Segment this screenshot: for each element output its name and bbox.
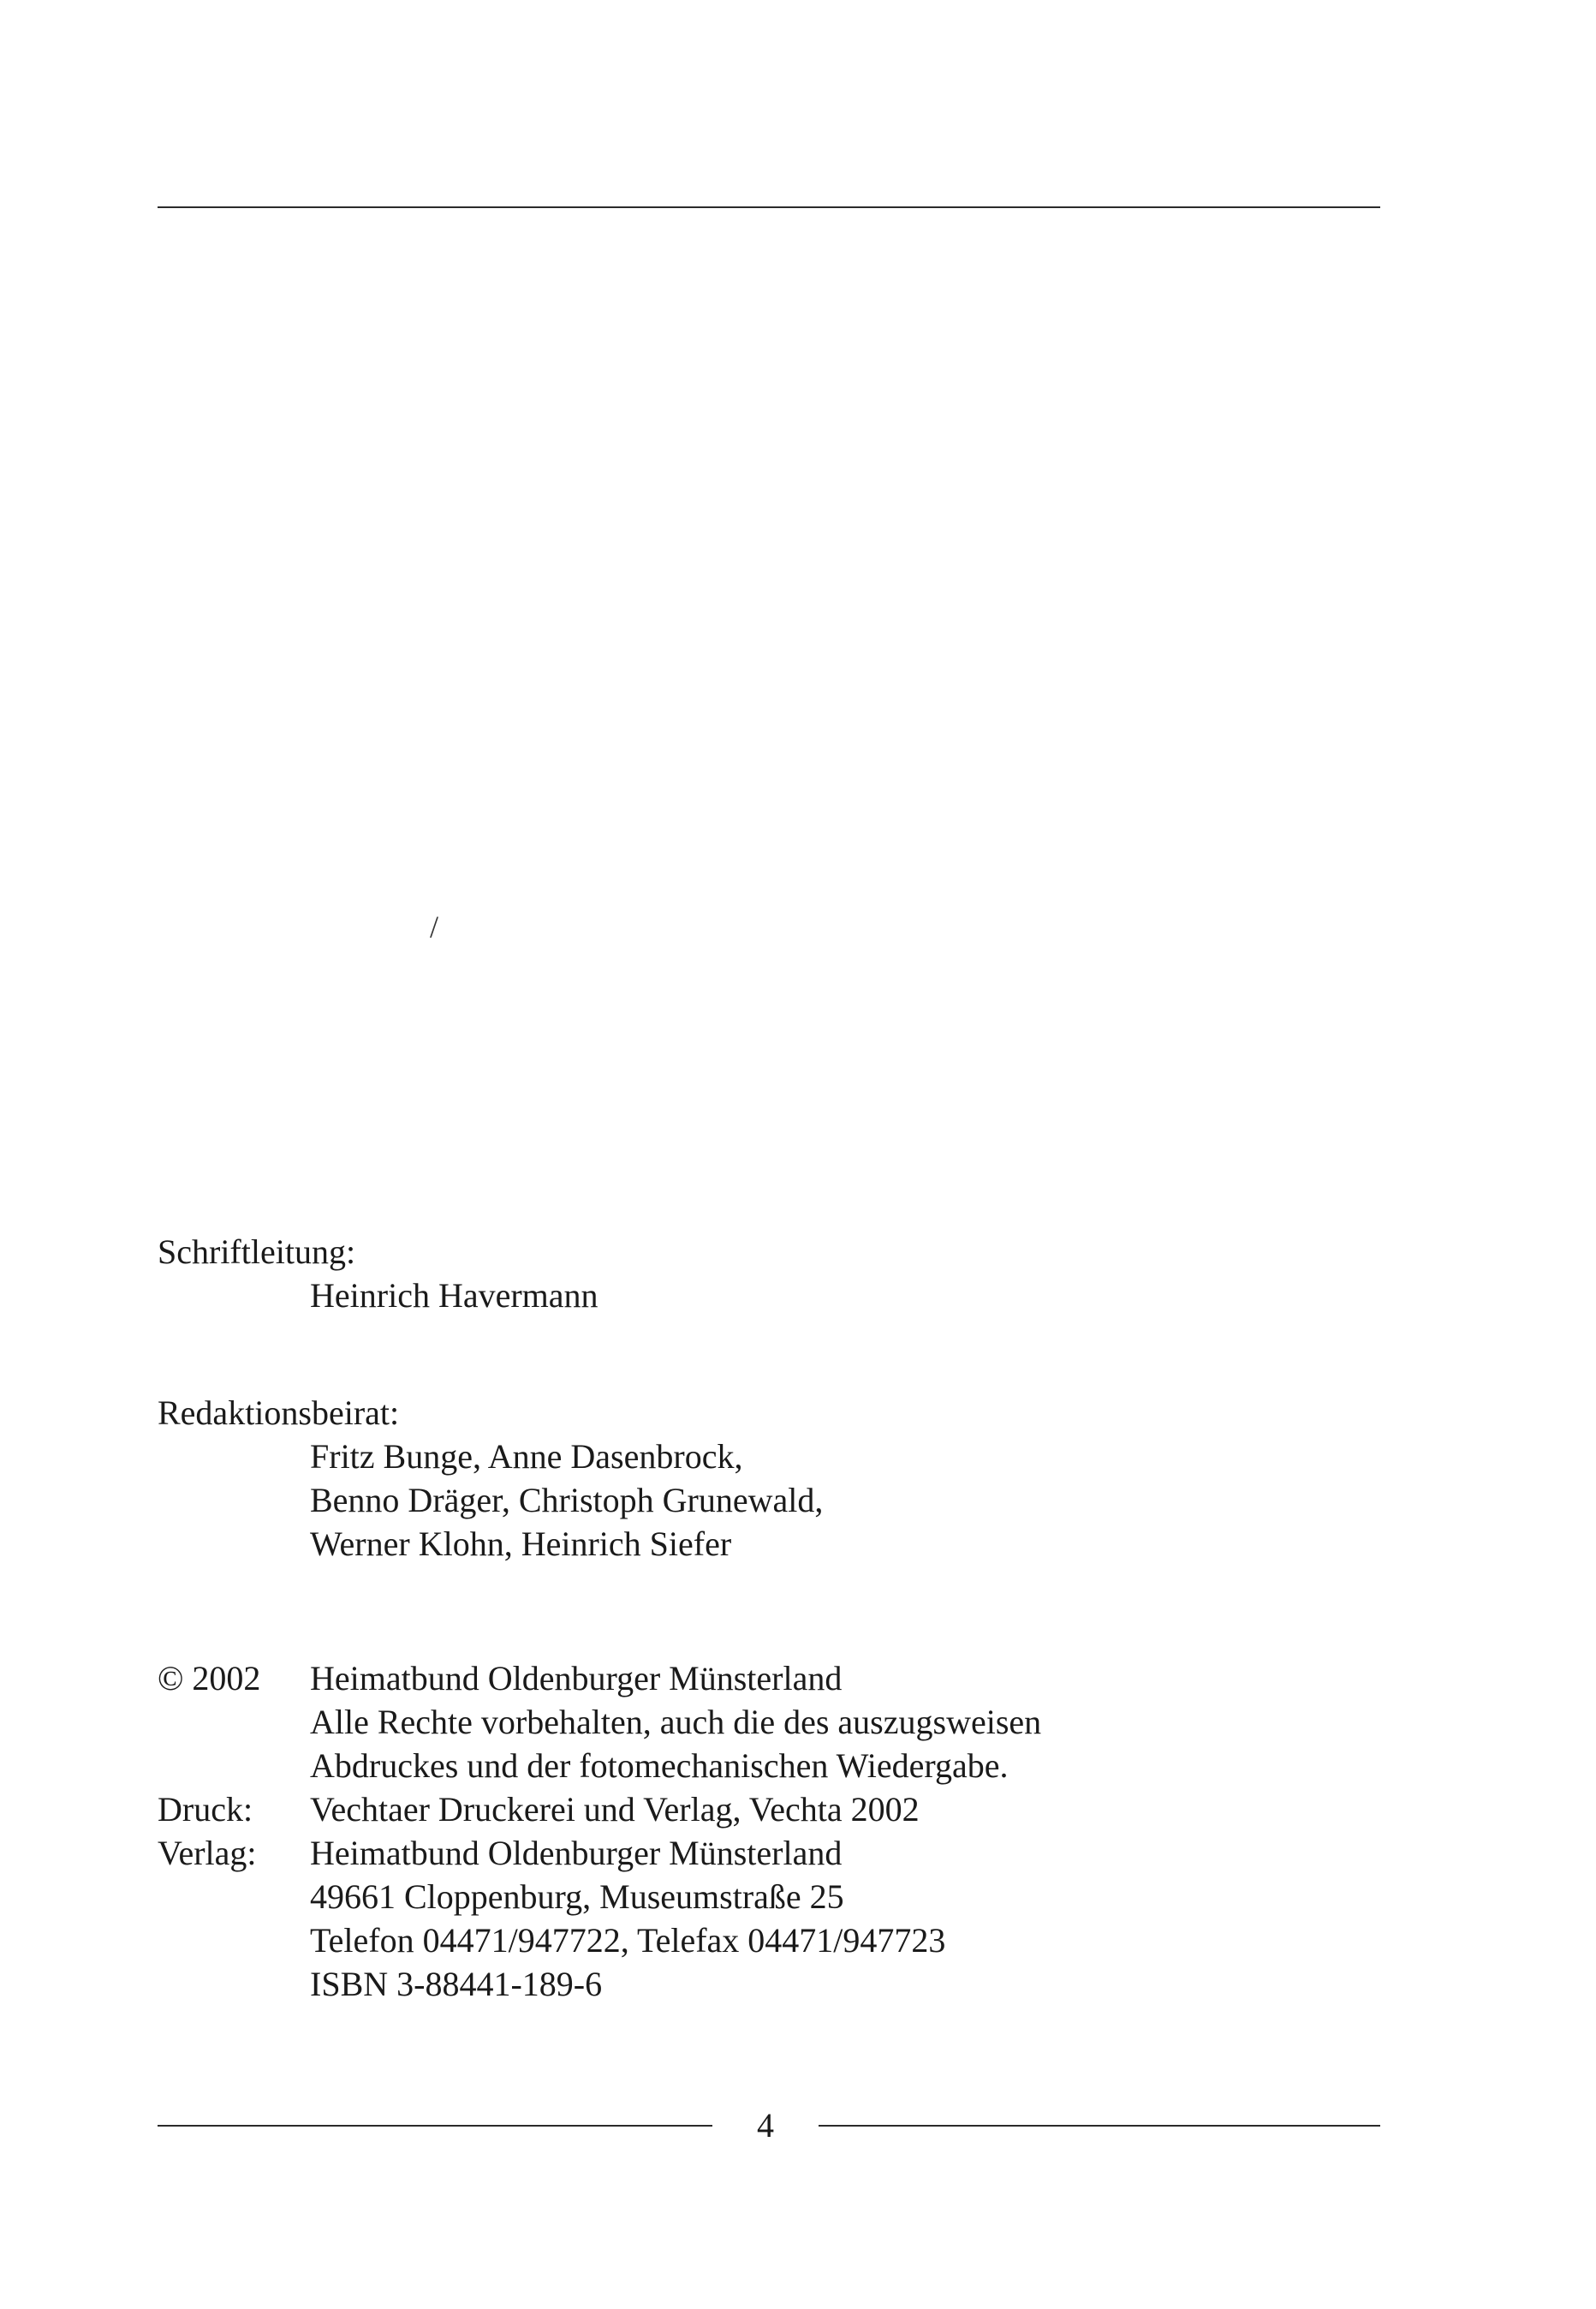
verlag-row bbox=[158, 1831, 1041, 1875]
bottom-rule-right bbox=[819, 2125, 1380, 2127]
redaktionsbeirat-line: Fritz Bunge, Anne Dasenbrock, bbox=[310, 1437, 743, 1476]
verlag-row bbox=[158, 1875, 1041, 1918]
verlag-name: Heimatbund Oldenburger Münsterland bbox=[310, 1834, 843, 1872]
redaktionsbeirat-label: Redaktionsbeirat: bbox=[158, 1393, 400, 1432]
copyright-holder: Heimatbund Oldenburger Münsterland bbox=[310, 1659, 843, 1697]
copyright-row bbox=[158, 1700, 1041, 1744]
isbn: ISBN 3-88441-189-6 bbox=[310, 1965, 603, 2003]
copyright-row bbox=[158, 1744, 1041, 1787]
druck-row bbox=[158, 1787, 1041, 1831]
druck-label: Druck: bbox=[158, 1790, 253, 1829]
verlag-address: 49661 Cloppenburg, Museumstraße 25 bbox=[310, 1877, 844, 1916]
verlag-label: Verlag: bbox=[158, 1834, 257, 1872]
schriftleitung-name: Heinrich Havermann bbox=[310, 1276, 598, 1315]
verlag-phone-fax: Telefon 04471/947722, Telefax 04471/947723 bbox=[310, 1921, 946, 1960]
stray-slash-mark: / bbox=[430, 910, 439, 944]
redaktionsbeirat-section bbox=[158, 1391, 823, 1566]
imprint-section bbox=[158, 1656, 1041, 2006]
page-number: 4 bbox=[757, 2106, 774, 2145]
druck-value: Vechtaer Druckerei und Verlag, Vechta 2002 bbox=[310, 1790, 920, 1829]
top-rule bbox=[158, 206, 1380, 208]
redaktionsbeirat-line: Werner Klohn, Heinrich Siefer bbox=[310, 1524, 732, 1563]
redaktionsbeirat-line: Benno Dräger, Christoph Grunewald, bbox=[310, 1481, 824, 1519]
rights-notice-line: Alle Rechte vorbehalten, auch die des auszugsweisen bbox=[310, 1703, 1042, 1741]
copyright-row bbox=[158, 1656, 1041, 1700]
verlag-row bbox=[158, 1918, 1041, 1962]
verlag-row bbox=[158, 1962, 1041, 2006]
schriftleitung-section bbox=[158, 1230, 598, 1317]
schriftleitung-label: Schriftleitung: bbox=[158, 1232, 356, 1271]
copyright-label: © 2002 bbox=[158, 1659, 261, 1697]
bottom-rule-left bbox=[158, 2125, 712, 2127]
rights-notice-line: Abdruckes und der fotomechanischen Wiedergabe. bbox=[310, 1746, 1009, 1785]
